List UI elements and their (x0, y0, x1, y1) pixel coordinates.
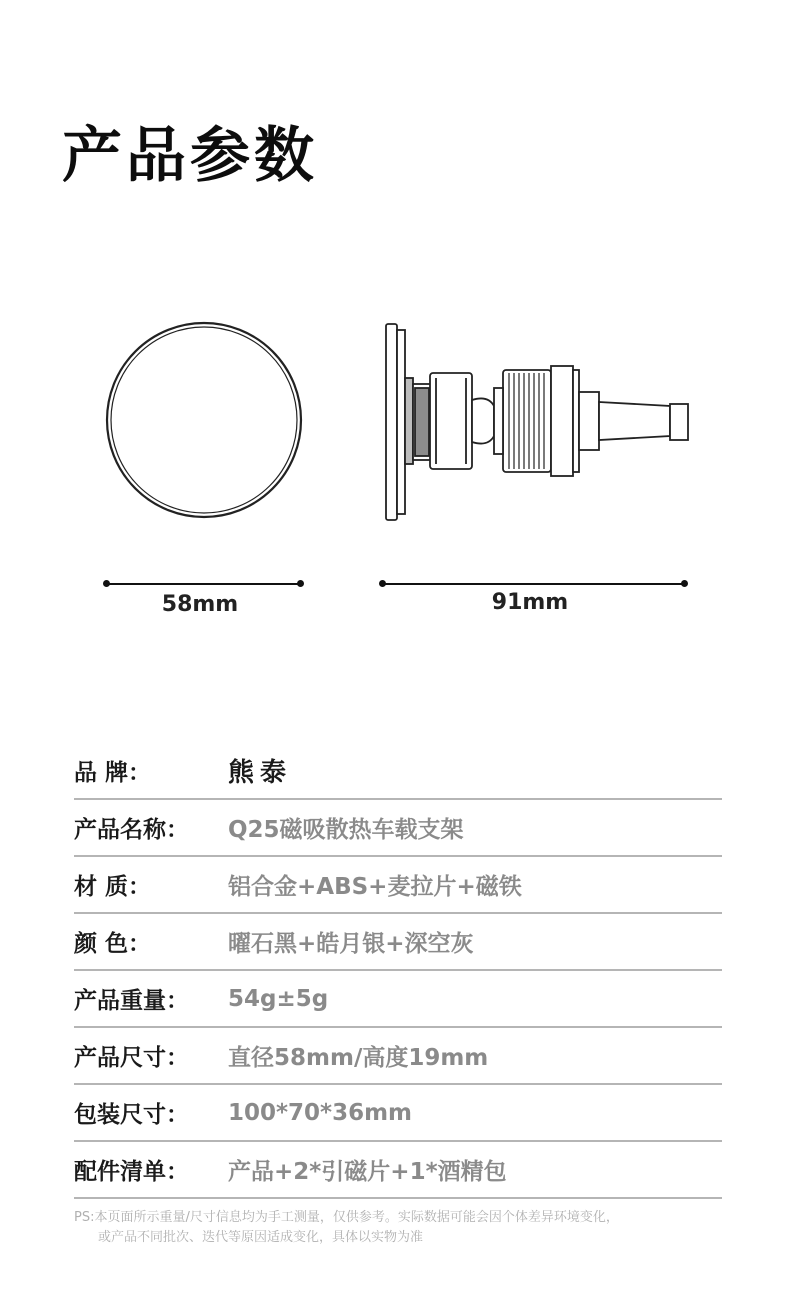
spec-row-product-name (74, 800, 722, 857)
spec-row-accessories (74, 1142, 722, 1199)
spec-row-material (74, 857, 722, 914)
spec-row-product-size (74, 1028, 722, 1085)
front-view-circle (107, 323, 301, 517)
spec-label: 产品尺寸： (74, 1045, 189, 1071)
spec-row-package-size (74, 1085, 722, 1142)
spec-label: 产品名称： (74, 817, 189, 843)
spec-row-weight (74, 971, 722, 1028)
spec-value: Q25磁吸散热车载支架 (228, 817, 464, 843)
spec-row-color (74, 914, 722, 971)
spec-label: 品 牌： (74, 760, 152, 786)
spec-value: 熊泰 (228, 758, 293, 788)
disclaimer-note (74, 1208, 734, 1248)
spec-label: 包装尺寸： (74, 1102, 189, 1128)
dim-right-dot-end (681, 580, 688, 587)
spec-row-brand (74, 743, 722, 800)
side-view-mount (386, 324, 688, 520)
disclaimer-line-1: PS:本页面所示重量/尺寸信息均为手工测量，仅供参考。实际数据可能会因个体差异环境变化， (74, 1210, 619, 1225)
spec-label: 配件清单： (74, 1159, 189, 1185)
spec-label: 颜 色： (74, 931, 152, 957)
dim-left-dot-end (297, 580, 304, 587)
spec-value: 曜石黑+皓月银+深空灰 (228, 931, 474, 957)
product-drawing (0, 300, 790, 540)
spec-label: 材 质： (74, 874, 152, 900)
spec-table (74, 743, 722, 1199)
disclaimer-line-2: 或产品不同批次、迭代等原因适成变化，具体以实物为准 (98, 1230, 424, 1245)
spec-value: 产品+2*引磁片+1*酒精包 (228, 1159, 507, 1185)
spec-label: 产品重量： (74, 988, 189, 1014)
dim-line-length (382, 583, 684, 585)
spec-value: 100*70*36mm (228, 1099, 413, 1126)
dim-label-diameter: 58mm (161, 592, 239, 617)
page-title: 产品参数 (62, 121, 318, 191)
spec-value: 直径58mm/高度19mm (228, 1045, 489, 1071)
spec-value: 铝合金+ABS+麦拉片+磁铁 (228, 874, 522, 900)
dim-line-diameter (106, 583, 300, 585)
spec-value: 54g±5g (228, 985, 329, 1012)
dim-label-length: 91mm (491, 590, 569, 615)
